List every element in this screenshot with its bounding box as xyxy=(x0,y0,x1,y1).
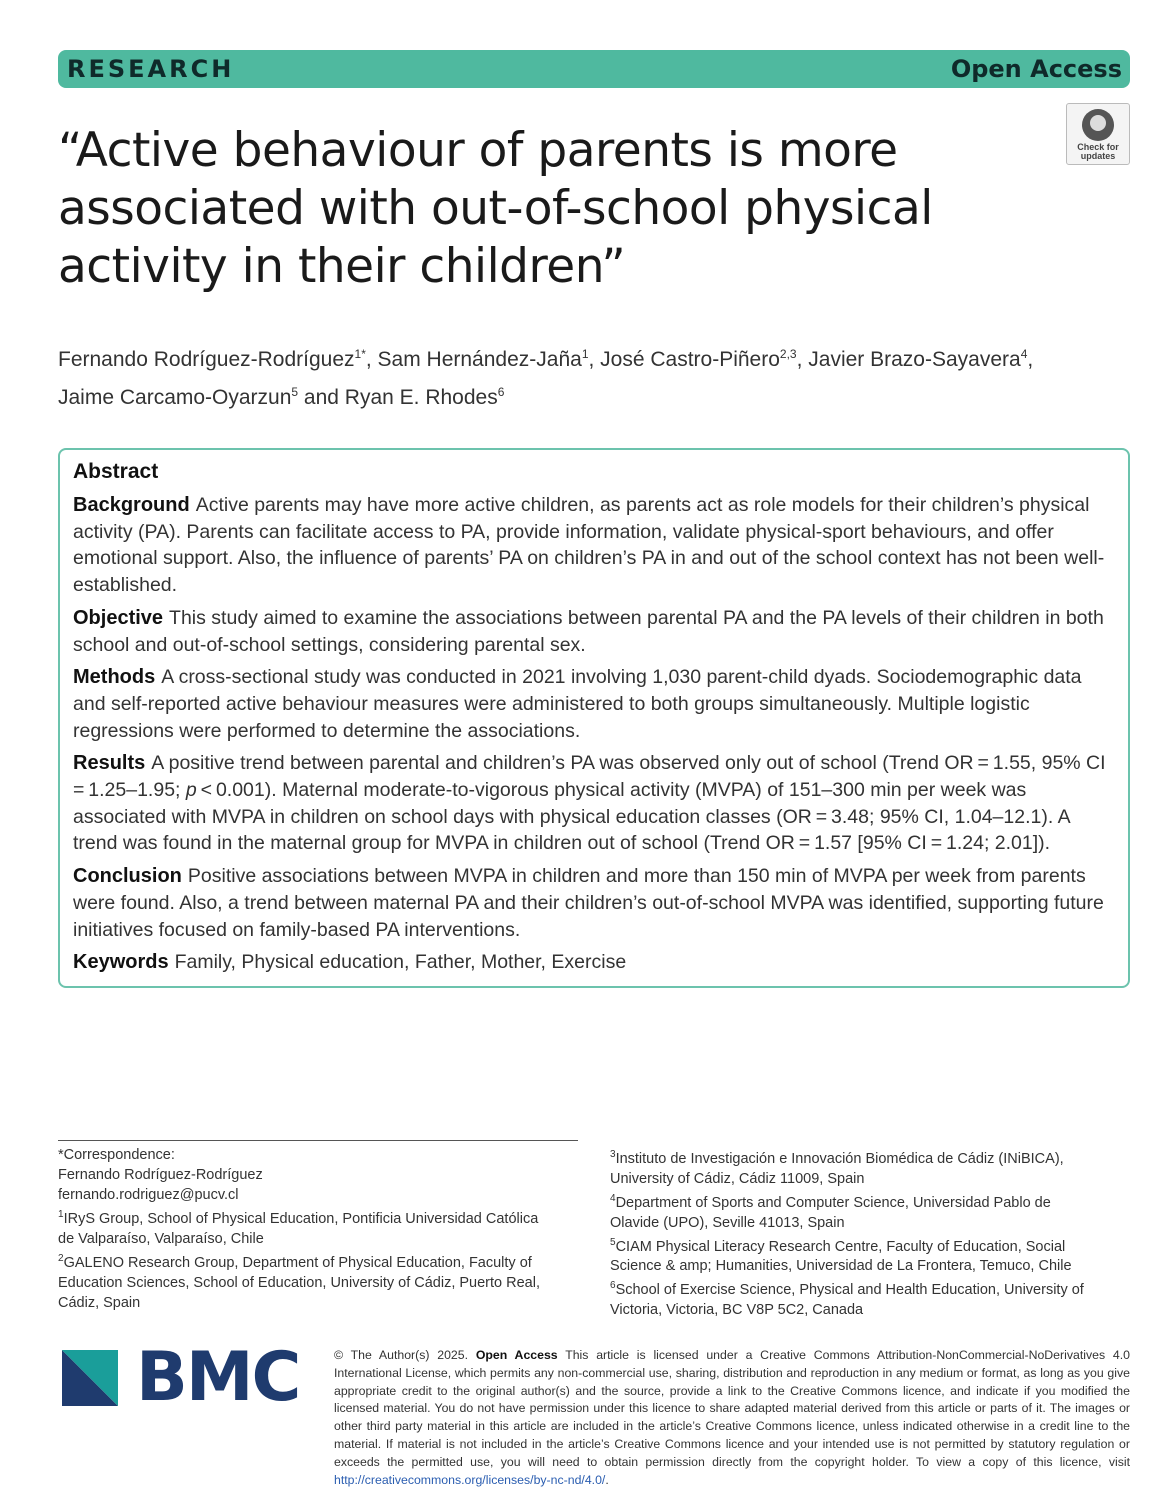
affiliation-number: 3 xyxy=(610,1149,616,1160)
author-affiliation-mark: 1 xyxy=(581,347,589,361)
background-label: Background xyxy=(73,494,190,516)
abstract-conclusion xyxy=(73,863,1114,943)
results-text: A positive trend between parental and children’s PA was observed only out of school (Trend OR = 1.55, 95% CI = 1.25–1.95; xyxy=(73,752,1110,802)
affiliation-text: CIAM Physical Literacy Research Centre, Faculty of Education, Social Science & amp; Humanities, Universidad de La Frontera, Temuco, Chile xyxy=(610,1238,1072,1275)
results-text-cont: < 0.001). Maternal moderate-to-vigorous physical activity (MVPA) of 151–300 min per week was associated with MVPA in children on school days with physical education classes (OR = 3.48; 95% CI, 1.04–12.1). A trend was found in the maternal group for MVPA in children out of school (Trend OR = 1.57 [95% CI = 1.24; 2.01]). xyxy=(73,779,1070,855)
abstract-results xyxy=(73,750,1114,857)
affiliation-2 xyxy=(58,1249,558,1313)
article-type-banner xyxy=(58,50,1130,88)
author-affiliation-mark: 1* xyxy=(354,347,366,361)
objective-label: Objective xyxy=(73,606,164,629)
keywords-label: Keywords xyxy=(73,951,169,974)
check-updates-icon xyxy=(1082,109,1114,141)
author-list xyxy=(58,338,1118,414)
keywords-text: Family, Physical education, Father, Mother, Exercise xyxy=(174,951,627,974)
bmc-logo xyxy=(62,1338,302,1417)
copyright-text: © The Author(s) 2025. xyxy=(334,1348,476,1362)
affiliation-text: GALENO Research Group, Department of Physical Education, Faculty of Education Sciences, School of Education, University of Cádiz, Puerto Real, Cádiz, Spain xyxy=(58,1254,540,1311)
affiliation-4 xyxy=(610,1189,1100,1233)
license-text: This article is licensed under a Creative Commons Attribution-NonCommercial-NoDerivatives 4.0 International License, which permits any non-commercial use, sharing, distribution and reproduction in any medium or format, as long as you give appropriate credit to the original author(s) and the source, provide a link to the Creative Commons licence, and indicate if you modified the licensed material. You do not have permission under this licence to share adapted material derived from this article or parts of it. The images or other third party material in this article are included in the article’s Creative Commons licence, unless indicated otherwise in a credit line to the material. If material is not included in the article’s Creative Commons licence and your intended use is not permitted by statutory regulation or exceeds the permitted use, you will need to obtain permission directly from the copyright holder. To view a copy of this licence, visit xyxy=(334,1348,1130,1469)
author-affiliation-mark: 5 xyxy=(291,385,299,399)
objective-text: This study aimed to examine the associations between parental PA and the PA levels of their children in both school and out-of-school settings, considering parental sex. xyxy=(73,606,1104,656)
correspondence-email[interactable]: fernando.rodriguez@pucv.cl xyxy=(58,1187,239,1203)
methods-text: A cross-sectional study was conducted in 2021 involving 1,030 parent-child dyads. Sociodemographic data and self-reported active behaviour measures were administered to both groups simultaneously. Multiple logistic regressions were performed to determine the associations. xyxy=(73,666,1082,742)
author-name[interactable]: Jaime Carcamo-Oyarzun xyxy=(58,386,292,409)
license-statement xyxy=(334,1347,1130,1489)
conclusion-text: Positive associations between MVPA in children and more than 150 min of MVPA per week from parents were found. Also, a trend between maternal PA and their children’s out-of-school MVPA was identified, supporting future initiatives focused on family-based PA interventions. xyxy=(73,865,1104,941)
author-separator: , xyxy=(1027,348,1034,371)
affiliation-number: 6 xyxy=(610,1280,616,1292)
abstract-objective xyxy=(73,605,1114,658)
methods-label: Methods xyxy=(73,666,156,689)
article-type-label: RESEARCH xyxy=(67,55,235,83)
license-link[interactable]: http://creativecommons.org/licenses/by-nc-nd/4.0/ xyxy=(334,1472,606,1487)
correspondence-label: *Correspondence: xyxy=(58,1147,175,1163)
author-name[interactable]: , José Castro-Piñero xyxy=(588,348,780,371)
check-for-updates-badge[interactable] xyxy=(1066,103,1130,165)
affiliation-1 xyxy=(58,1205,558,1249)
results-label: Results xyxy=(73,752,146,775)
affiliation-3 xyxy=(610,1145,1100,1189)
article-title: “Active behaviour of parents is more associated with out-of-school physical activity in their children” xyxy=(58,123,933,294)
author-affiliation-mark: 4 xyxy=(1020,347,1028,361)
author-name[interactable]: Fernando Rodríguez-Rodríguez xyxy=(58,348,355,371)
bmc-logo-icon xyxy=(62,1350,118,1406)
author-affiliation-mark: 2,3 xyxy=(779,347,797,361)
affiliation-text: School of Exercise Science, Physical and Health Education, University of Victoria, Victoria, BC V8P 5C2, Canada xyxy=(610,1282,1084,1319)
bmc-wordmark: BMC xyxy=(136,1338,300,1417)
affiliation-number: 1 xyxy=(58,1209,64,1220)
open-access-label: Open Access xyxy=(950,55,1122,83)
abstract-keywords xyxy=(73,949,1114,976)
author-affiliation-mark: 6 xyxy=(497,385,505,399)
background-text: Active parents may have more active children, as parents act as role models for their children’s physical activity (PA). Parents can facilitate access to PA, provide information, validate physical-sport behaviours, and offer emotional support. Also, the influence of parents’ PA on children’s PA in and out of the school context has not been well-established. xyxy=(73,494,1105,597)
footnote-divider xyxy=(58,1140,578,1141)
abstract-heading: Abstract xyxy=(73,460,159,483)
footnotes-right-column xyxy=(610,1145,1100,1320)
check-updates-line1: Check for xyxy=(1077,142,1119,152)
results-p-symbol: p xyxy=(185,779,197,802)
footnotes-left-column xyxy=(58,1145,558,1313)
affiliation-number: 2 xyxy=(58,1252,64,1264)
abstract-box xyxy=(58,448,1130,988)
check-updates-line2: updates xyxy=(1080,151,1116,161)
license-suffix: . xyxy=(605,1472,609,1487)
author-name[interactable]: , Javier Brazo-Sayavera xyxy=(796,348,1021,371)
author-name[interactable]: and Ryan E. Rhodes xyxy=(298,386,498,409)
conclusion-label: Conclusion xyxy=(73,865,182,888)
affiliation-6 xyxy=(610,1276,1100,1320)
affiliation-5 xyxy=(610,1233,1100,1277)
abstract-background xyxy=(73,492,1114,599)
affiliation-text: Instituto de Investigación e Innovación Biomédica de Cádiz (INiBICA), University of Cádiz, Cádiz 11009, Spain xyxy=(610,1150,1064,1187)
abstract-methods xyxy=(73,664,1114,744)
affiliation-text: IRyS Group, School of Physical Education, Pontificia Universidad Católica de Valparaíso, Valparaíso, Chile xyxy=(58,1210,539,1247)
author-name[interactable]: , Sam Hernández-Jaña xyxy=(365,348,582,371)
correspondence-name: Fernando Rodríguez-Rodríguez xyxy=(58,1167,263,1183)
affiliation-number: 5 xyxy=(610,1236,616,1248)
license-open-access: Open Access xyxy=(475,1348,558,1362)
affiliation-number: 4 xyxy=(610,1192,616,1204)
affiliation-text: Department of Sports and Computer Science, Universidad Pablo de Olavide (UPO), Seville 41013, Spain xyxy=(610,1194,1051,1231)
